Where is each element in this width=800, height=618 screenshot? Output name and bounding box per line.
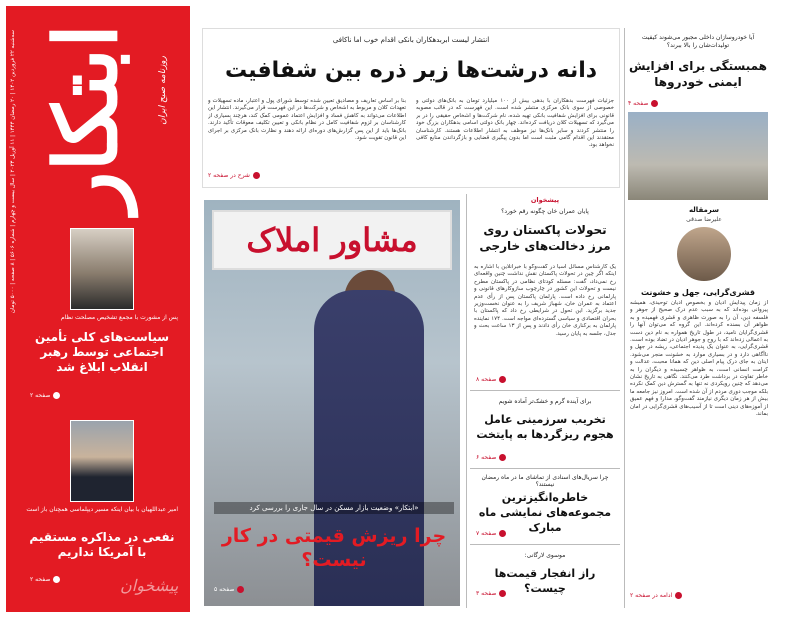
tv-page[interactable]: صفحه ۷	[476, 530, 506, 537]
page-marker-icon	[499, 376, 506, 383]
mast-story1-caption: پس از مشورت با مجمع تشخیص مصلحت نظام	[60, 314, 178, 321]
top-story-headline[interactable]: دانه درشت‌ها زیر ذره بین شفافیت	[224, 58, 598, 83]
car-story-kicker: آیا خودروسازان داخلی مجبور می‌شوند کیفیت تولیدات‌شان را بالا ببرند؟	[641, 34, 755, 49]
car-story-page[interactable]: صفحه ۴	[628, 100, 658, 107]
page-marker-icon	[53, 576, 60, 583]
dust-page[interactable]: صفحه ۶	[476, 454, 506, 461]
page-marker-icon	[253, 172, 260, 179]
photo-page[interactable]: صفحه ۵	[214, 586, 244, 593]
tv-headline[interactable]: خاطره‌انگیزترین مجموعه‌های نمایشی ماه مبارک	[478, 491, 612, 534]
photo-caption: «ابتکار» وضعیت بازار مسکن در سال جاری را بررسی کرد	[214, 502, 454, 514]
opinion-label: سرمقاله	[688, 206, 720, 214]
mast-story2-headline[interactable]: نفعی در مذاکره مستقیم با آمریکا نداریم	[29, 530, 175, 559]
column-rule	[624, 28, 625, 608]
opinion-author: علیرضا صدقی	[686, 216, 722, 223]
dust-headline[interactable]: تخریب سرزمینی عامل هجوم ریزگردها به پایتخت	[476, 413, 614, 441]
page-marker-icon	[675, 592, 682, 599]
section-label: پیشخوان	[530, 196, 560, 204]
divider	[470, 468, 620, 469]
prices-headline[interactable]: راز انفجار قیمت‌ها چیست؟	[494, 567, 596, 595]
mast-story2-caption: امیر عبداللهیان با بیان اینکه مسیر دیپلماسی همچنان باز است	[26, 506, 178, 513]
opinion-body: از زمان پیدایش ادیان و بخصوص ادیان توحیدی، همیشه پیروانی بوده‌اند که به سبب عدم درک صحیح از جوهر و فلسفه دین، آن را به صورت ظاهری و قشری فهمیده و به ظواهر آن بسنده کرده‌اند. این گروه که می‌توان آنها را قشری‌گرایان نامید، در طول تاریخ همواره به نام دین دست به اعمالی زده‌اند که با روح و جوهر ادیان در تضاد بوده است. قشری‌گرایی، به عنوان یک پدیده اجتماعی، ریشه در جهل و ناآگاهی دارد و در بسیاری موارد به خشونت منجر می‌شود. اینان به جای درک پیام اصلی دین که همانا محبت، عدالت و کرامت انسانی است، به ظواهر چسبیده و دیگران را به خاطر تفاوت در برداشت طرد می‌کنند. نگاهی به تاریخ نشان می‌دهد که چنین رویکردی نه تنها به گسترش دین کمک نکرده بلکه موجب دوری مردم از آن شده است. امروز نیز جامعه ما بیش از هر زمان دیگری نیازمند گفت‌وگو، مدارا و فهم عمیق از آموزه‌های دینی است تا از آسیب‌های قشری‌گرایی در امان بماند.	[630, 300, 768, 418]
mast-story1-headline[interactable]: سیاست‌های کلی تأمین اجتماعی توسط رهبر انقلاب ابلاغ شد	[34, 330, 170, 374]
top-story-col2: بنا بر اساس تعاریف و مصادیق تعیین شده توسط شورای پول و اعتبار، ماده تسهیلات و تعهدات کلان و مربوط به اشخاص و شرکت‌ها در این فهرست قرار می‌گیرند. انتشار این اطلاعات می‌تواند به کاهش فساد و افزایش اعتماد عمومی کمک کند، هرچند بسیاری از کارشناسان بر لزوم شفافیت کامل در نظام بانکی و تعیین تکلیف معوقات تأکید دارند. بانک‌ها باید از این پس گزارش‌های دوره‌ای ارائه دهند و نظارت بانک مرکزی بر اجرای این قانون تقویت شود.	[208, 98, 406, 142]
page-marker-icon	[499, 530, 506, 537]
page-marker-icon	[651, 100, 658, 107]
car-crash-photo	[628, 112, 768, 200]
page-marker-icon	[499, 454, 506, 461]
opinion-headline[interactable]: قشری‌گرایی، جهل و خشونت	[640, 288, 756, 297]
watermark: پیشخوان	[120, 576, 179, 595]
top-story-kicker: انتشار لیست ابربدهکاران بانکی اقدام خوب اما ناکافی	[332, 36, 490, 44]
page-marker-icon	[237, 586, 244, 593]
page-marker-icon	[499, 590, 506, 597]
author-avatar	[676, 226, 732, 282]
photo-headline[interactable]: چرا ریزش قیمتی در کار نیست؟	[221, 525, 447, 571]
car-story-headline[interactable]: همبستگی برای افزایش ایمنی خودروها	[629, 59, 767, 89]
real-estate-sign: مشاور املاک	[212, 210, 452, 270]
dateline: سه‌شنبه ۲۲ فروردین ۱۴۰۲ | ۲۰ رمضان ۱۴۴۴ | ۱۱ آوریل ۲۰۲۳ | سال بیست و چهارم | شماره ۵۶۰۶ | ۸ صفحه | ۵۰۰۰ تومان	[10, 30, 16, 314]
divider	[470, 544, 620, 545]
prices-kicker: موسوی لارگانی:	[524, 552, 566, 559]
pakistan-body: یک کارشناس مسائل آسیا در گفت‌وگو با خبرآنلاین با اشاره به اینکه اگر چین در تحولات پاکستان نقش نداشت چنین واقعه‌ای رخ نمی‌داد، گفت: مسئله کودتای نظامی در پاکستان مطرح نیست و تحولات این کشور در چارچوب سازوکارهای قانونی و پارلمانی رخ داده است. پارلمان پاکستان پس از رأی عدم اعتماد به عمران خان، شهباز شریف را به عنوان نخست‌وزیر جدید برگزید. این تحول در شرایطی رخ داد که پاکستان با بحران اقتصادی و سیاسی گسترده‌ای مواجه است. ۱۷۴ نماینده پارلمان به برکناری خان رأی دادند و پس از ۱۳ ساعت بحث و جدل، جلسه به پایان رسید.	[474, 264, 616, 337]
leader-photo	[70, 228, 134, 310]
pakistan-page[interactable]: صفحه ۸	[476, 376, 506, 383]
newspaper-tagline: روزنامه صبح ایران	[158, 55, 168, 125]
pakistan-headline[interactable]: تحولات پاکستان روی مرز دخالت‌های خارجی	[479, 223, 611, 253]
page-marker-icon	[53, 392, 60, 399]
minister-photo	[70, 420, 134, 502]
top-story-col1: جزئیات فهرست بدهکاران با بدهی بیش از ۱۰۰ میلیارد تومان به بانک‌های دولتی و خصوصی از سوی بانک مرکزی منتشر شده است. این فهرست که در قالب مصوبه قانونی برای افزایش شفافیت بانکی تهیه شده، نام شرکت‌ها و اشخاص حقیقی را در بر می‌گیرد که تسهیلات کلان دریافت کرده‌اند. چهار بانک دولتی اسامی بدهکاران بزرگ خود را منتشر کردند و سایر بانک‌ها نیز موظف به انتشار اطلاعات هستند. کارشناسان معتقدند این اقدام گامی مثبت است اما بدون پیگیری قضایی و بازگرداندن منابع کافی نخواهد بود.	[416, 98, 614, 149]
mast-story2-page[interactable]: صفحه ۲	[30, 576, 60, 583]
column-rule	[466, 194, 467, 608]
prices-page[interactable]: صفحه ۳	[476, 590, 506, 597]
mast-story1-page[interactable]: صفحه ۲	[30, 392, 60, 399]
pakistan-kicker: پایان عمران خان چگونه رقم خورد؟	[501, 208, 589, 215]
divider	[470, 390, 620, 391]
dust-kicker: برای آینده گرم و خشک‌تر آماده شویم	[498, 398, 592, 405]
tv-kicker: چرا سریال‌های اسنادی از تماشای ما در ماه رمضان نیستند؟	[481, 474, 609, 488]
opinion-page[interactable]: ادامه در صفحه ۲	[630, 592, 682, 599]
newspaper-logo[interactable]: ابتکار	[35, 23, 137, 213]
top-story-page[interactable]: شرح در صفحه ۲	[208, 172, 260, 179]
